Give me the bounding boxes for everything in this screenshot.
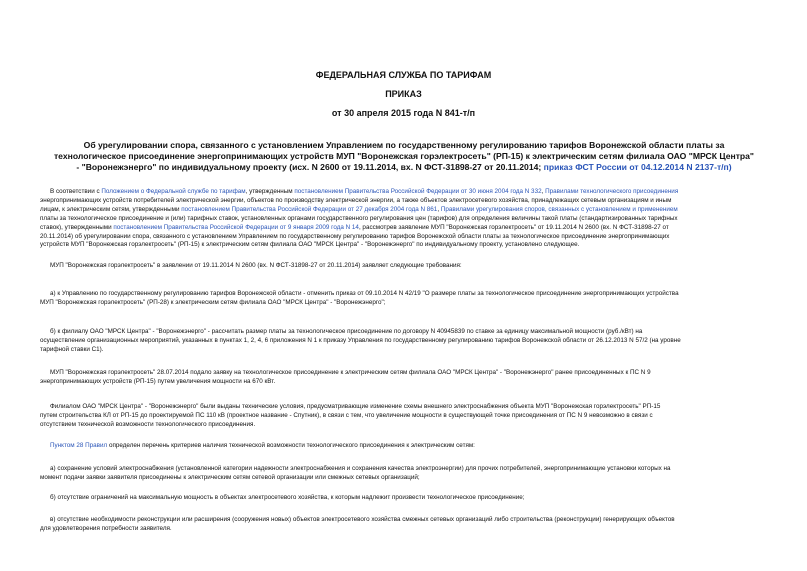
text-fragment: ,: [437, 205, 441, 213]
text-line: путем строительства КЛ от РП-15 до проектируемой ПС 110 кВ (проектное название - Спутник), в связи с тем, что увеличение мощности в существующей точке присоединения от ПС N 9 невозможно в связи с: [40, 411, 653, 419]
agency-name: ФЕДЕРАЛЬНАЯ СЛУЖБА ПО ТАРИФАМ: [315, 70, 492, 80]
title-line: технологическое присоединение энергопринимающих устройств МУП "Воронежская горэлектросеть" (РП-15) к электрическим сетям филиала ОАО "МРСК Центра": [53, 151, 755, 161]
order-link[interactable]: приказ ФСТ России от 04.12.2014 N 2137-т/п): [543, 162, 732, 172]
text-fragment: ,: [541, 188, 546, 195]
text-line: момент подачи заявки заявителя присоединены к электрическим сетям сетевой организации или смежных сетевых организаций;: [40, 473, 420, 481]
document-type: ПРИКАЗ: [385, 89, 422, 99]
decree-861-link[interactable]: постановлением Правительства Российской Федерации от 27 декабря 2004 года N 861: [181, 205, 438, 213]
text-line: МУП "Воронежская горэлектросеть" 28.07.2014 подало заявку на технологическое присоединение к электрическим сетям филиала ОАО "МРСК Центра" - "Воронежэнерго" ранее присоединенных к ПС N 9: [50, 369, 651, 376]
text-line: в) отсутствие необходимости реконструкции или расширения (сооружения новых) объектов электросетевого хозяйства смежных сетевых организаций либо строительства (реконструкции) генерирующих объектов: [50, 516, 675, 523]
paragraph-technical-conditions: [40, 403, 792, 430]
text-line: б) отсутствие ограничений на максимальную мощность в объектах электросетевого хозяйства, к которым надлежит произвести технологическое присоединение;: [50, 494, 525, 501]
text-line: МУП "Воронежская горэлектросеть" (РП-28) к электрическим сетям филиала ОАО "МРСК Центра" - "Воронежэнерго";: [40, 298, 386, 306]
text-line: отсутствием технической возможности технологического присоединения.: [40, 420, 256, 428]
text-fragment: , утвержденным: [245, 188, 295, 195]
text-line: осуществление организационных мероприятий, указанных в пунктах 1, 2, 4, 6 приложения N 1 к приказу Управления по государственному регулированию тарифов Воронежской области от 26.12.2013 N 57/2 (на уровне: [40, 336, 681, 344]
paragraph-criteria-intro: [40, 442, 792, 451]
paragraph-requirements-intro: [40, 262, 792, 271]
text-line: [40, 188, 792, 197]
text-line: [40, 224, 792, 233]
paragraph-preamble: [40, 188, 792, 250]
text-fragment: В соответствии с: [50, 188, 102, 195]
text-fragment: лицам, к электрическим сетям, утвержденными: [40, 205, 182, 213]
decree-14-link[interactable]: постановлением Правительства Российской Федерации от 9 января 2009 года N 14: [113, 223, 359, 231]
text-line: а) к Управлению по государственному регулированию тарифов Воронежской области - отменить приказ от 09.10.2014 N 42/19 "О размере платы за технологическое присоединение энергопринимающих устройства: [50, 290, 679, 297]
text-line: МУП "Воронежская горэлектросеть" в заявлении от 19.11.2014 N 2600 (вх. N ФСТ-31898-27 от 20.11.2014) заявляет следующие требования:: [50, 262, 462, 269]
text-fragment: ставок), утвержденными: [40, 223, 114, 231]
decree-332-link[interactable]: постановлением Правительства Российской Федерации от 30 июня 2004 года N 332: [294, 188, 542, 195]
text-line: энергопринимающих устройств (РП-15) путем увеличения мощности на 670 кВт.: [40, 377, 276, 385]
paragraph-criterion-c: [40, 516, 792, 534]
text-fragment: определен перечень критериев наличия технической возможности технологического присоединения к электрическим сетям:: [107, 442, 475, 449]
text-line: [40, 442, 792, 451]
text-line: [40, 206, 792, 215]
dispute-rules-link[interactable]: Правилами урегулирования споров, связанных с установлением и применением: [440, 205, 678, 213]
fst-regulation-link[interactable]: Положением о Федеральной службе по тарифам: [101, 188, 246, 195]
rules-clause-28-link[interactable]: Пунктом 28 Правил: [50, 442, 108, 449]
title-line: [34, 162, 774, 173]
document-date-number: от 30 апреля 2015 года N 841-т/п: [331, 108, 476, 118]
text-line: 20.11.2014) об урегулировании спора, связанного с установлением Управлением по государственному регулированию тарифов Воронежской области платы за технологическое присоединение энергопринимающих: [40, 232, 670, 240]
title-line-text: - "Воронежэнерго" по индивидуальному проекту (исх. N 2600 от 19.11.2014, вх. N ФСТ-31898-27 от 20.11.2014;: [76, 162, 542, 172]
text-line: тарифной ставки С1).: [40, 345, 104, 353]
text-line: б) к филиалу ОАО "МРСК Центра" - "Воронежэнерго" - рассчитать размер платы за технологическое присоединение по договору N 40945839 по ставке за единицу максимальной мощности (руб./кВт) на: [50, 328, 643, 335]
paragraph-criterion-a: [40, 465, 792, 483]
title-line: Об урегулировании спора, связанного с установлением Управлением по государственному регулированию тарифов Воронежской области платы за: [83, 140, 725, 150]
paragraph-requirement-a: [40, 290, 792, 308]
paragraph-requirement-b: [40, 328, 792, 355]
paragraph-application: [40, 369, 792, 387]
text-line: энергопринимающих устройств потребителей электрической энергии, объектов по производству электрической энергии, а также объектов электросетевого хозяйства, принадлежащих сетевым организациям и иным: [40, 196, 672, 204]
text-line: для удовлетворения потребности заявителя.: [40, 524, 172, 532]
connection-rules-link[interactable]: Правилами технологического присоединения: [545, 188, 679, 195]
paragraph-criterion-b: [40, 494, 792, 503]
text-line: устройств МУП "Воронежская горэлектросеть" (РП-15) к электрическим сетям филиала ОАО "МРСК Центра" - "Воронежэнерго" по индивидуальному проекту, установлено следующее.: [40, 241, 580, 249]
text-line: Филиалом ОАО "МРСК Центра" - "Воронежэнерго" были выданы технические условия, предусматривающие изменение схемы внешнего электроснабжения объекта МУП "Воронежская горэлектросеть" РП-15: [50, 403, 661, 410]
text-line: платы за технологическое присоединение и (или) тарифных ставок, установленных органами государственного регулирования цен (тарифов) для определения величины такой платы (стандартизированных тарифных: [40, 214, 678, 222]
text-line: а) сохранение условий электроснабжения (установленной категории надежности электроснабжения и сохранения качества электроэнергии) для прочих потребителей, энергопринимающие установки которых на: [50, 465, 671, 472]
text-fragment: , рассмотрев заявление МУП "Воронежская горэлектросеть" от 19.11.2014 N 2600 (вх. N ФСТ-31898-27 от: [358, 223, 669, 231]
